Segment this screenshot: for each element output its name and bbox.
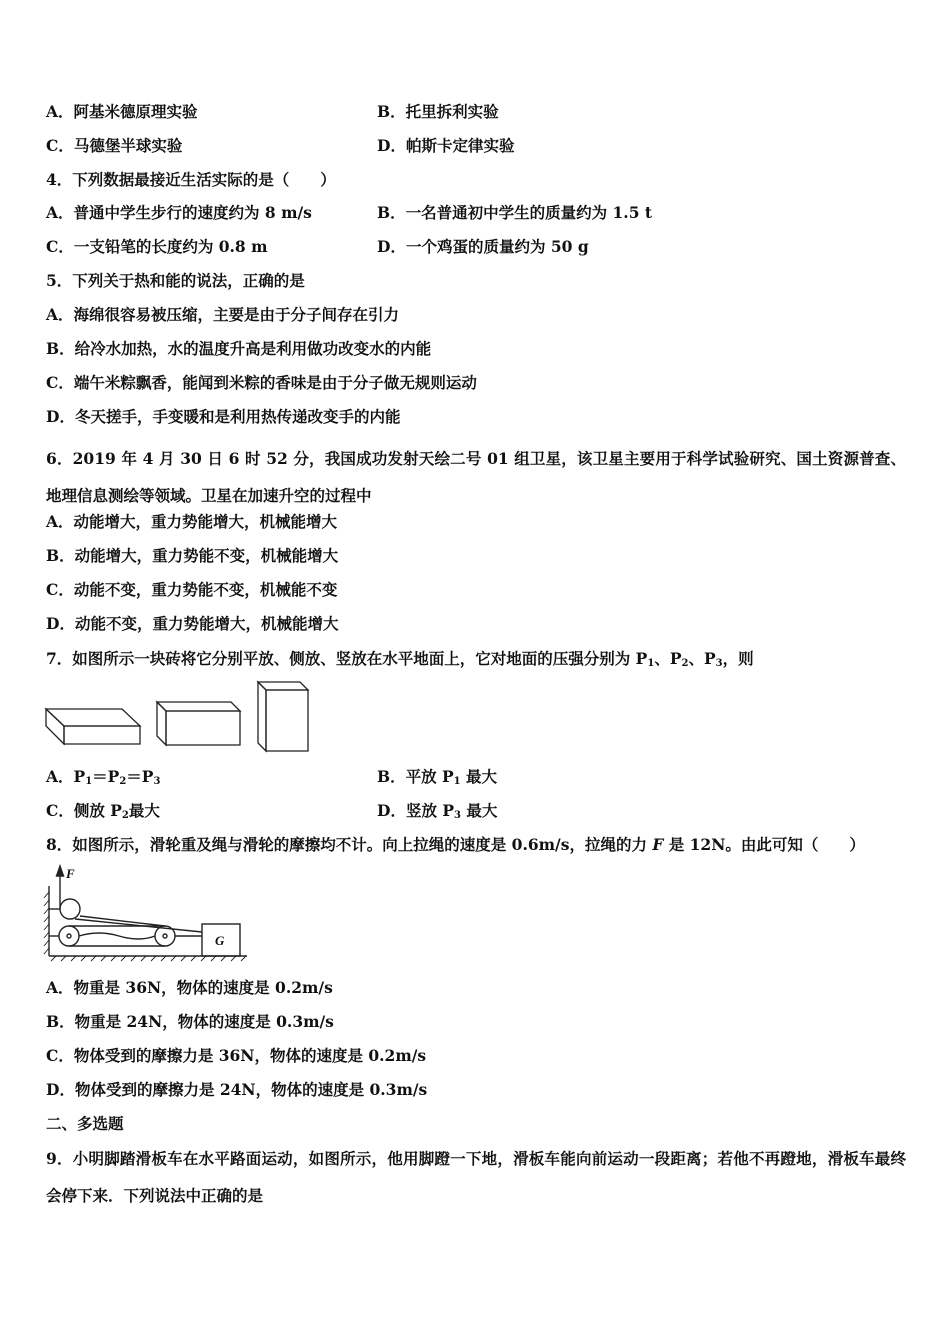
q4-option-a: A．普通中学生步行的速度约为 8 m/s (46, 203, 312, 222)
brick-flat (46, 709, 140, 744)
q5-option-c: C．端午米粽飘香，能闻到米粽的香味是由于分子做无规则运动 (46, 373, 477, 392)
wall-hatching (44, 892, 49, 954)
q3-option-c: C．马德堡半球实验 (46, 136, 183, 155)
upper-pulley (60, 899, 80, 919)
q3-option-d: D．帕斯卡定律实验 (377, 136, 515, 155)
pulley-figure (42, 864, 252, 962)
q5-option-b: B．给冷水加热，水的温度升高是利用做功改变水的内能 (46, 339, 432, 358)
q6-stem: 6．2019 年 4 月 30 日 6 时 52 分，我国成功发射天绘二号 01 组卫星，该卫星主要用于科学试验研究、国土资源普查、地理信息测绘等领域。卫星在加速升空的过程中 (46, 449, 906, 505)
q5-option-d: D．冬天搓手，手变暖和是利用热传递改变手的内能 (46, 407, 401, 426)
brick-figure (40, 678, 320, 756)
q4-option-c: C．一支铅笔的长度约为 0.8 m (46, 237, 268, 256)
q5-stem: 5．下列关于热和能的说法，正确的是 (46, 271, 305, 290)
q8-option-d: D．物体受到的摩擦力是 24N，物体的速度是 0.3m/s (46, 1080, 428, 1099)
q7-option-a: A．$P_1=P_2=P_3$ (46, 767, 161, 787)
q5-option-a: A．海绵很容易被压缩，主要是由于分子间存在引力 (46, 305, 400, 324)
q4-stem: 4．下列数据最接近生活实际的是（ ） (46, 170, 336, 189)
section-title: 二、多选题 (46, 1114, 124, 1133)
q7-option-d: D．竖放 $P_3$ 最大 (377, 801, 498, 821)
q6-option-c: C．动能不变，重力势能不变，机械能不变 (46, 580, 338, 599)
q8-option-c: C．物体受到的摩擦力是 36N，物体的速度是 0.2m/s (46, 1046, 427, 1065)
q8-stem: 8．如图所示，滑轮重及绳与滑轮的摩擦均不计。向上拉绳的速度是 0.6m/s，拉绳的力 F 是 12N。由此可知（ ） (46, 835, 865, 854)
q6-option-b: B．动能增大，重力势能不变，机械能增大 (46, 546, 339, 565)
ground-hatching (51, 956, 246, 961)
q6-option-a: A．动能增大，重力势能增大，机械能增大 (46, 512, 338, 531)
block-label: G (215, 933, 225, 948)
brick-side (157, 702, 240, 745)
force-label: F (66, 866, 75, 881)
q3-option-b: B．托里拆利实验 (377, 102, 499, 121)
q7-option-c: C．侧放 $P_2$最大 (46, 801, 160, 821)
q9-stem: 9．小明脚踏滑板车在水平路面运动，如图所示，他用脚蹬一下地，滑板车能向前运动一段距离；若他不再蹬地，滑板车最终会停下来．下列说法中正确的是 (46, 1149, 906, 1205)
q7-option-b: B．平放 $P_1$ 最大 (377, 767, 498, 787)
q8-option-a: A．物重是 36N，物体的速度是 0.2m/s (46, 978, 333, 997)
q6-option-d: D．动能不变，重力势能增大，机械能增大 (46, 614, 339, 633)
q4-option-b: B．一名普通初中学生的质量约为 1.5 t (377, 203, 653, 222)
q7-stem: 7．如图所示一块砖将它分别平放、侧放、竖放在水平地面上，它对地面的压强分别为 $P_1$、$P_2$、$P_3$，则 (46, 649, 754, 669)
q3-option-a: A．阿基米德原理实验 (46, 102, 198, 121)
force-arrow (57, 866, 64, 876)
brick-upright (258, 682, 308, 751)
left-lower-pulley (59, 926, 79, 946)
q4-option-d: D．一个鸡蛋的质量约为 50 g (377, 237, 589, 256)
q8-option-b: B．物重是 24N，物体的速度是 0.3m/s (46, 1012, 334, 1031)
